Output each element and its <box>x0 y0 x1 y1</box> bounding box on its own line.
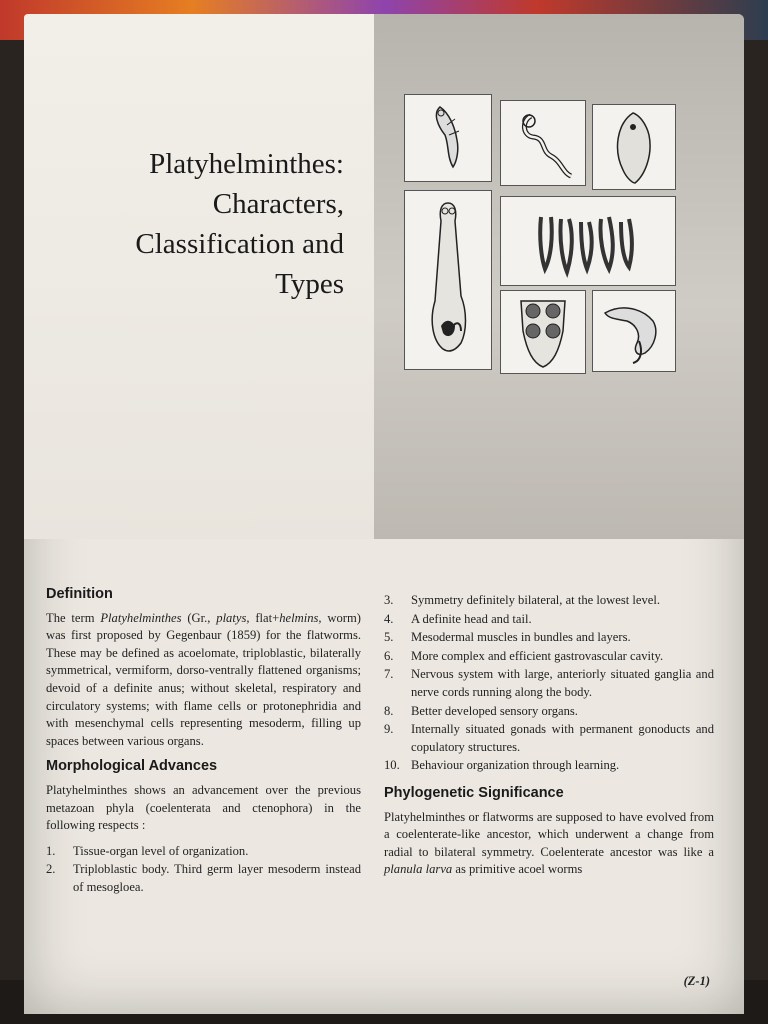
list-item: 7. Nervous system with large, anteriorly situated ganglia and nerve cords running along the body. <box>384 667 714 699</box>
illustration-fluke <box>404 94 492 182</box>
page-number: (Z-1) <box>683 974 710 988</box>
chapter-header-right <box>374 14 744 539</box>
chapter-title-line: Types <box>275 268 344 300</box>
list-item: 10. Behaviour organization through learning. <box>384 758 620 773</box>
morphological-intro: Platyhelminthes shows an advancement over the previous metazoan phyla (coelenterata and ctenophora) in the following respects : <box>46 782 361 833</box>
right-column <box>384 592 714 887</box>
illustration-tapeworm-segments <box>500 196 676 286</box>
phylogenetic-heading: Phylogenetic Significance <box>384 784 564 801</box>
list-item: 9. Internally situated gonads with permanent gonoducts and copulatory structures. <box>384 722 714 754</box>
list-item: 1. Tissue-organ level of organization. <box>46 843 249 858</box>
chapter-header-left <box>24 14 374 539</box>
chapter-title <box>44 144 344 304</box>
list-item: 4. A definite head and tail. <box>384 611 532 626</box>
book-page <box>24 14 744 1014</box>
illustration-coiled-worm <box>500 100 586 186</box>
list-item: 3. Symmetry definitely bilateral, at the lowest level. <box>384 593 661 607</box>
list-item: 6. More complex and efficient gastrovascular cavity. <box>384 648 664 663</box>
advances-list-part1 <box>46 843 361 897</box>
chapter-title-line: Characters, <box>212 188 344 220</box>
illustration-scolex-suckers <box>500 290 586 374</box>
definition-paragraph: The term Platyhelminthes (Gr., platys, flat+helmins, worm) was first proposed by Gegenbaur (1859) for the flatworms. These may be defined as acoelomate, triploblastic, bilaterally symmetrical, vermiform, dorso-ventrally flattened organisms; devoid of a definite anus; without skeletal, respiratory and circulatory systems; with flame cells or protonephridia and with mesenchymal cells representing mesoderm, filling up spaces between various organs. <box>46 610 361 748</box>
definition-heading: Definition <box>46 586 113 602</box>
phylogenetic-paragraph: Platyhelminthes or flatworms are supposed to have evolved from a coelenterate-like ancestor, which underwent a change from radial to bilateral symmetry. Coelenterate ancestor was like a planula larva as primitive acoel worms <box>384 809 714 877</box>
left-column <box>46 582 361 898</box>
chapter-title-line: Classification and <box>135 228 344 260</box>
list-item: 5. Mesodermal muscles in bundles and layers. <box>384 630 631 645</box>
advances-list-part2 <box>384 592 714 775</box>
list-item: 2. Triploblastic body. Third germ layer mesoderm instead of mesogloea. <box>46 862 361 894</box>
illustration-tapeworm-scolex <box>404 190 492 370</box>
chapter-title-line: Platyhelminthes: <box>149 148 344 180</box>
list-item: 8. Better developed sensory organs. <box>384 703 578 718</box>
morphological-heading: Morphological Advances <box>46 758 218 775</box>
illustration-planarian <box>592 290 676 372</box>
illustration-leaf-fluke <box>592 104 676 190</box>
